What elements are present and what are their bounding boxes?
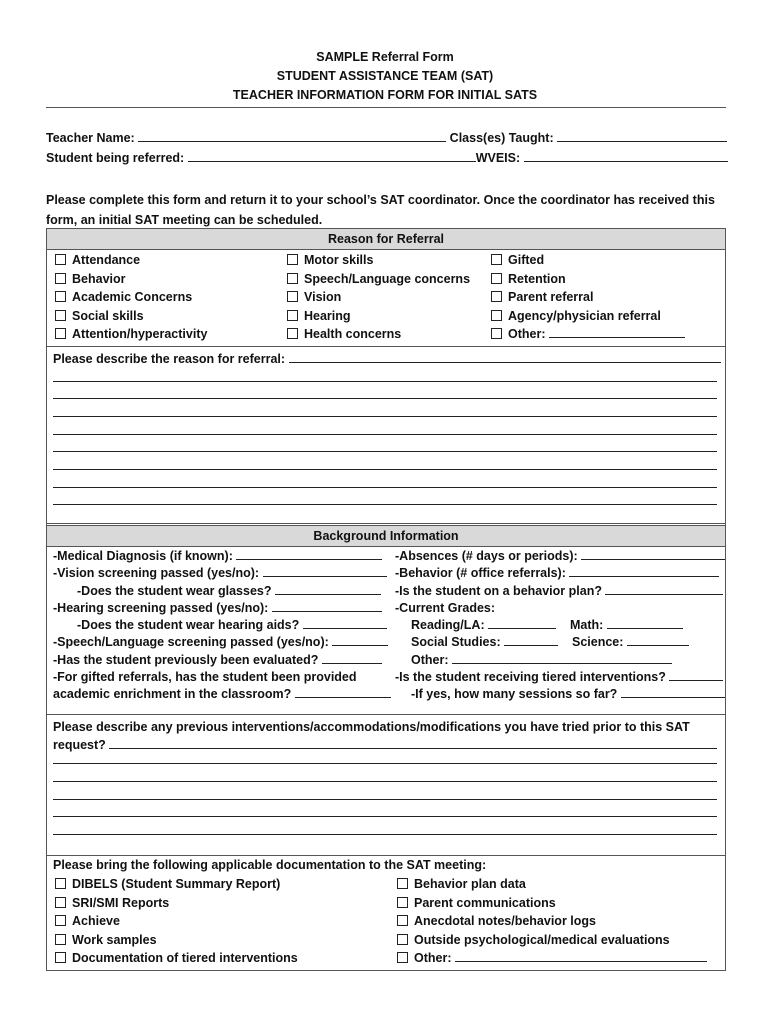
text-field[interactable] [605, 583, 723, 595]
other-reason-field[interactable] [549, 326, 685, 338]
checkbox-icon[interactable] [491, 273, 502, 284]
checkbox-icon[interactable] [55, 878, 66, 889]
checkbox-item[interactable]: Attendance [55, 251, 207, 270]
checkbox-item[interactable]: Social skills [55, 307, 207, 326]
checkbox-item[interactable]: Vision [287, 288, 470, 307]
enrichment-row: academic enrichment in the classroom? [53, 686, 391, 703]
checkbox-icon[interactable] [55, 897, 66, 908]
office-referrals-row: -Behavior (# office referrals): [395, 565, 725, 582]
gifted-referral-row: -For gifted referrals, has the student been provided [53, 670, 357, 685]
form-subtitle: STUDENT ASSISTANCE TEAM (SAT) [276, 69, 494, 83]
text-field[interactable] [295, 686, 391, 698]
checkbox-icon[interactable] [55, 254, 66, 265]
checkbox-item[interactable]: Motor skills [287, 251, 470, 270]
form-subtitle-2: TEACHER INFORMATION FORM FOR INITIAL SATS [232, 88, 538, 102]
reason-column-2 [287, 251, 470, 344]
write-line[interactable] [53, 763, 717, 764]
text-field[interactable] [569, 565, 719, 577]
describe-reason-field[interactable] [289, 351, 721, 363]
classes-taught-label: Class(es) Taught: [449, 131, 554, 145]
checkbox-item[interactable]: Speech/Language concerns [287, 270, 470, 289]
text-field[interactable] [581, 548, 725, 560]
text-field[interactable] [621, 686, 725, 698]
checkbox-item[interactable]: Achieve [55, 912, 298, 931]
student-referred-field[interactable] [188, 150, 476, 162]
sessions-row: -If yes, how many sessions so far? [395, 686, 725, 703]
header-row-1 [46, 130, 726, 145]
glasses-row: -Does the student wear glasses? [53, 583, 391, 600]
vision-screening-row: -Vision screening passed (yes/no): [53, 565, 391, 582]
describe-reason-label: Please describe the reason for referral: [53, 352, 286, 366]
grades-row-3: Other: [395, 652, 725, 669]
checkbox-item[interactable]: Health concerns [287, 325, 470, 344]
form-title: SAMPLE Referral Form [316, 50, 454, 64]
text-field[interactable] [452, 652, 672, 664]
text-field[interactable] [332, 634, 388, 646]
checkbox-icon[interactable] [491, 254, 502, 265]
checkbox-icon[interactable] [287, 254, 298, 265]
form-title-block [0, 48, 770, 105]
checkbox-icon[interactable] [397, 934, 408, 945]
background-left-column [53, 548, 391, 704]
background-heading: Background Information [47, 525, 725, 547]
reason-column-3 [491, 251, 685, 344]
checkbox-icon[interactable] [55, 273, 66, 284]
checkbox-icon[interactable] [55, 328, 66, 339]
checkbox-item[interactable]: Academic Concerns [55, 288, 207, 307]
checkbox-item[interactable]: Behavior [55, 270, 207, 289]
checkbox-item[interactable]: Hearing [287, 307, 470, 326]
checkbox-item[interactable]: Attention/hyperactivity [55, 325, 207, 344]
write-line[interactable] [53, 799, 717, 800]
checkbox-icon[interactable] [287, 328, 298, 339]
grades-row-1: Reading/LA: Math: [395, 617, 725, 634]
text-field[interactable] [272, 600, 382, 612]
checkbox-item[interactable]: DIBELS (Student Summary Report) [55, 875, 298, 894]
checkbox-icon[interactable] [287, 310, 298, 321]
checkbox-icon[interactable] [491, 291, 502, 302]
text-field[interactable] [275, 583, 381, 595]
checkbox-item[interactable]: Behavior plan data [397, 875, 707, 894]
checkbox-item[interactable]: Documentation of tiered interventions [55, 949, 298, 968]
wveis-label: WVEIS: [475, 151, 521, 165]
title-divider [46, 107, 726, 108]
interventions-label: Please describe any previous interventions/accommodations/modifications you have tried prior to this SAT [53, 720, 690, 734]
write-line[interactable] [53, 398, 717, 399]
write-line[interactable] [53, 434, 717, 435]
text-field[interactable] [669, 669, 723, 681]
text-field[interactable] [322, 652, 382, 664]
behavior-plan-row: -Is the student on a behavior plan? [395, 583, 725, 600]
background-right-column [395, 548, 725, 704]
checkbox-icon[interactable] [287, 291, 298, 302]
documentation-right-column [397, 875, 707, 968]
documentation-left-column [55, 875, 298, 968]
checkbox-item[interactable]: Retention [491, 270, 685, 289]
text-field[interactable] [263, 565, 387, 577]
checkbox-icon[interactable] [55, 291, 66, 302]
checkbox-item[interactable]: SRI/SMI Reports [55, 894, 298, 913]
reason-heading: Reason for Referral [47, 229, 725, 250]
current-grades-row: -Current Grades: [395, 600, 496, 615]
instructions-text: Please complete this form and return it to your school’s SAT coordinator. Once the coordinator has received this form, an initial SAT meeting can be scheduled. [46, 193, 715, 227]
text-field[interactable] [303, 617, 387, 629]
documentation-section [46, 854, 726, 971]
describe-reason-row [53, 351, 721, 366]
checkbox-icon[interactable] [55, 934, 66, 945]
write-line[interactable] [53, 816, 717, 817]
text-field[interactable] [504, 634, 558, 646]
write-line[interactable] [53, 834, 717, 835]
write-line[interactable] [53, 469, 717, 470]
checkbox-item[interactable]: Gifted [491, 251, 685, 270]
hearing-aids-row: -Does the student wear hearing aids? [53, 617, 391, 634]
teacher-name-field[interactable] [138, 130, 446, 142]
write-line[interactable] [53, 381, 717, 382]
write-line[interactable] [53, 781, 717, 782]
classes-taught-field[interactable] [557, 130, 727, 142]
checkbox-icon[interactable] [397, 897, 408, 908]
write-line[interactable] [53, 416, 717, 417]
previously-evaluated-row: -Has the student previously been evaluated? [53, 652, 391, 669]
checkbox-item[interactable]: Other: [397, 949, 707, 968]
interventions-section [46, 714, 726, 856]
header-row-2 [46, 150, 726, 165]
student-referred-label: Student being referred: [46, 151, 185, 165]
hearing-screening-row: -Hearing screening passed (yes/no): [53, 600, 391, 617]
background-information-section [46, 522, 726, 715]
absences-row: -Absences (# days or periods): [395, 548, 725, 565]
reason-column-1 [55, 251, 207, 344]
teacher-name-label: Teacher Name: [46, 131, 135, 145]
checkbox-icon[interactable] [397, 878, 408, 889]
interventions-label-2: request? [53, 738, 106, 752]
checkbox-icon[interactable] [397, 952, 408, 963]
checkbox-item[interactable]: Other: [491, 325, 685, 344]
checkbox-icon[interactable] [397, 915, 408, 926]
text-field[interactable] [627, 634, 689, 646]
checkbox-item[interactable]: Anecdotal notes/behavior logs [397, 912, 707, 931]
write-line[interactable] [53, 451, 717, 452]
checkbox-item[interactable]: Parent referral [491, 288, 685, 307]
write-line[interactable] [53, 504, 717, 505]
section-divider [47, 346, 725, 347]
checkbox-icon[interactable] [55, 310, 66, 321]
checkbox-icon[interactable] [491, 310, 502, 321]
documentation-heading: Please bring the following applicable documentation to the SAT meeting: [53, 858, 487, 872]
write-line[interactable] [53, 487, 717, 488]
text-field[interactable] [236, 548, 382, 560]
checkbox-icon[interactable] [55, 915, 66, 926]
checkbox-icon[interactable] [491, 328, 502, 339]
checkbox-item[interactable]: Agency/physician referral [491, 307, 685, 326]
other-documentation-field[interactable] [455, 950, 707, 962]
speech-screening-row: -Speech/Language screening passed (yes/no): [53, 634, 391, 651]
tiered-interventions-row: -Is the student receiving tiered interventions? [395, 669, 725, 686]
checkbox-item[interactable]: Work samples [55, 931, 298, 950]
wveis-field[interactable] [524, 150, 728, 162]
medical-diagnosis-row: -Medical Diagnosis (if known): [53, 548, 391, 565]
checkbox-item[interactable]: Outside psychological/medical evaluations [397, 931, 707, 950]
text-field[interactable] [488, 617, 556, 629]
interventions-prompt [53, 718, 717, 754]
text-field[interactable] [607, 617, 683, 629]
interventions-field[interactable] [109, 737, 717, 749]
reason-for-referral-section [46, 228, 726, 524]
grades-row-2: Social Studies: Science: [395, 634, 725, 651]
checkbox-icon[interactable] [287, 273, 298, 284]
checkbox-item[interactable]: Parent communications [397, 894, 707, 913]
checkbox-icon[interactable] [55, 952, 66, 963]
